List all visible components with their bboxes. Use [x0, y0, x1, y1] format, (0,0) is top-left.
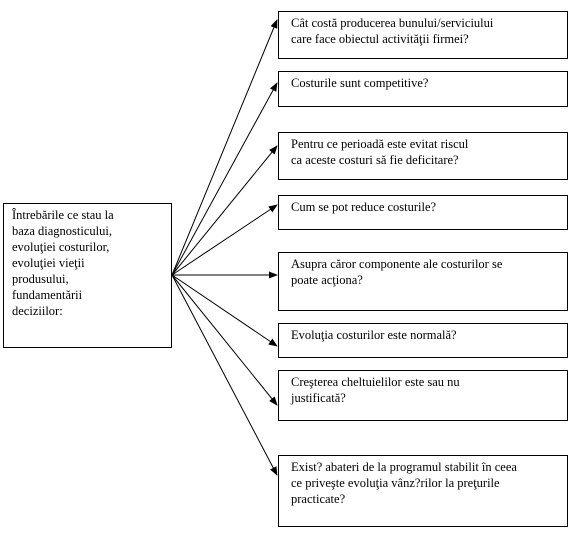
question-text-4: Cum se pot reduce costurile?	[291, 200, 437, 214]
question-box-8	[278, 455, 568, 527]
question-text-1: Cât costă producerea bunului/serviciului care face obiectul activităţii firmei?	[291, 16, 494, 46]
arrow-to-question-6	[172, 275, 277, 346]
arrow-to-question-1	[172, 20, 277, 275]
question-box-1	[278, 11, 568, 59]
source-box	[3, 203, 172, 348]
arrow-to-question-2	[172, 83, 277, 275]
arrow-to-question-8	[172, 275, 277, 475]
arrow-to-question-3	[172, 146, 277, 275]
question-box-2	[278, 71, 568, 107]
question-box-6	[278, 323, 568, 358]
question-text-7: Creşterea cheltuielilor este sau nu justificată?	[291, 375, 460, 405]
question-text-6: Evoluţia costurilor este normală?	[291, 328, 457, 342]
arrow-to-question-4	[172, 205, 277, 275]
arrow-to-question-7	[172, 275, 277, 405]
question-box-7	[278, 370, 568, 421]
question-text-8: Exist? abateri de la programul stabilit în ceea ce priveşte evoluţia vânz?rilor la preţurile practicate?	[291, 460, 517, 506]
question-text-2: Costurile sunt competitive?	[291, 76, 429, 90]
question-box-5	[278, 252, 568, 311]
source-box-text: Întrebările ce stau la baza diagnosticului, evoluţiei costurilor, evoluţiei vieţii produsului, fundamentării deciziilor:	[12, 208, 114, 318]
question-box-4	[278, 195, 568, 230]
question-text-3: Pentru ce perioadă este evitat riscul ca aceste costuri să fie deficitare?	[291, 137, 469, 167]
question-text-5: Asupra căror componente ale costurilor se poate acţiona?	[291, 257, 503, 287]
question-box-3	[278, 132, 568, 180]
